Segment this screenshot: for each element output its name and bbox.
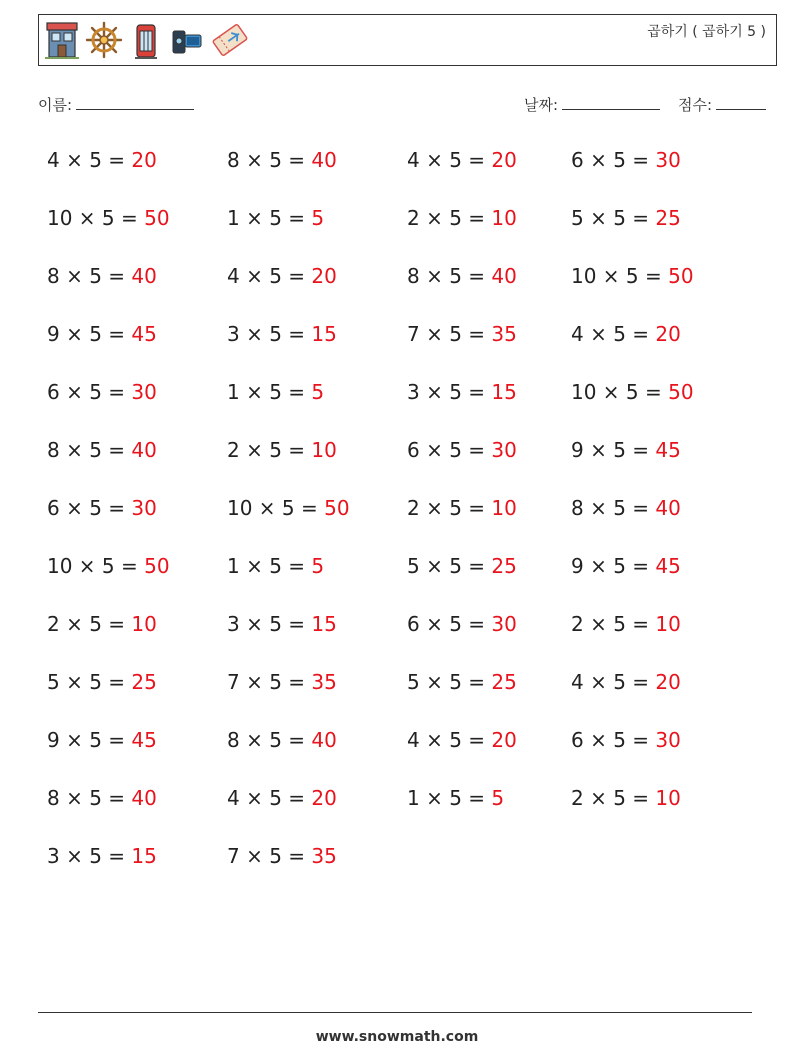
problem-answer: 40 [311, 148, 337, 172]
problem-item [227, 728, 337, 752]
problem-item [47, 496, 157, 520]
problem-question: 8 × 5 = [47, 438, 132, 462]
problem-question: 6 × 5 = [47, 380, 132, 404]
problem-item [227, 148, 337, 172]
problem-question: 8 × 5 = [571, 496, 656, 520]
problem-question: 8 × 5 = [227, 148, 312, 172]
problem-question: 2 × 5 = [571, 786, 656, 810]
problem-item [227, 322, 337, 346]
problem-question: 10 × 5 = [227, 496, 325, 520]
problem-answer: 10 [131, 612, 157, 636]
problem-item [407, 264, 517, 288]
problem-answer: 40 [131, 786, 157, 810]
problem-item [227, 670, 337, 694]
problem-question: 9 × 5 = [47, 728, 132, 752]
score-label: 점수: [678, 96, 713, 114]
problem-answer: 20 [491, 728, 517, 752]
problem-item [47, 728, 157, 752]
problem-question: 8 × 5 = [47, 264, 132, 288]
problem-item [407, 380, 517, 404]
problem-item [47, 844, 157, 868]
problem-question: 7 × 5 = [227, 844, 312, 868]
problem-item [47, 206, 170, 230]
problem-answer: 40 [491, 264, 517, 288]
problem-item [407, 206, 517, 230]
problem-question: 7 × 5 = [407, 322, 492, 346]
problem-question: 1 × 5 = [227, 206, 312, 230]
problem-answer: 10 [311, 438, 337, 462]
problem-answer: 10 [491, 496, 517, 520]
problem-question: 9 × 5 = [571, 554, 656, 578]
problem-item [227, 206, 324, 230]
problem-question: 3 × 5 = [47, 844, 132, 868]
problem-question: 2 × 5 = [227, 438, 312, 462]
date-label: 날짜: [524, 96, 559, 114]
problem-question: 6 × 5 = [571, 148, 656, 172]
problem-question: 2 × 5 = [407, 496, 492, 520]
problem-question: 5 × 5 = [47, 670, 132, 694]
problem-item [571, 322, 681, 346]
problem-question: 4 × 5 = [407, 148, 492, 172]
problem-item [571, 612, 681, 636]
problem-answer: 35 [311, 670, 337, 694]
problem-question: 10 × 5 = [47, 554, 145, 578]
problem-item [407, 496, 517, 520]
problem-question: 3 × 5 = [227, 612, 312, 636]
problem-question: 7 × 5 = [227, 670, 312, 694]
problem-question: 2 × 5 = [571, 612, 656, 636]
score-field [678, 94, 766, 115]
plane-ticket-icon [211, 19, 249, 61]
problem-question: 9 × 5 = [47, 322, 132, 346]
problem-item [227, 380, 324, 404]
problem-answer: 15 [311, 612, 337, 636]
problem-answer: 20 [655, 322, 681, 346]
problem-item [571, 438, 681, 462]
problem-question: 4 × 5 = [227, 786, 312, 810]
problem-answer: 15 [311, 322, 337, 346]
problem-item [571, 728, 681, 752]
problem-answer: 40 [311, 728, 337, 752]
problem-answer: 25 [491, 670, 517, 694]
name-blank[interactable] [76, 95, 194, 110]
problem-item [227, 554, 324, 578]
problem-item [47, 264, 157, 288]
problem-question: 6 × 5 = [571, 728, 656, 752]
problem-item [407, 612, 517, 636]
problem-question: 1 × 5 = [227, 554, 312, 578]
problem-question: 4 × 5 = [47, 148, 132, 172]
problem-item [227, 496, 350, 520]
worksheet-title: 곱하기 ( 곱하기 5 ) [647, 24, 766, 40]
problem-question: 1 × 5 = [227, 380, 312, 404]
problem-question: 6 × 5 = [407, 438, 492, 462]
problem-question: 10 × 5 = [571, 380, 669, 404]
problem-answer: 25 [131, 670, 157, 694]
problem-item [407, 148, 517, 172]
name-label: 이름: [38, 96, 73, 114]
problem-question: 4 × 5 = [227, 264, 312, 288]
problem-answer: 15 [491, 380, 517, 404]
problem-question: 8 × 5 = [227, 728, 312, 752]
problem-item [407, 438, 517, 462]
problem-item [571, 496, 681, 520]
problem-question: 5 × 5 = [407, 554, 492, 578]
problem-answer: 50 [668, 380, 694, 404]
problem-answer: 30 [655, 148, 681, 172]
problem-answer: 30 [491, 612, 517, 636]
problem-answer: 35 [491, 322, 517, 346]
shop-icon [43, 19, 81, 61]
problem-question: 10 × 5 = [571, 264, 669, 288]
problem-answer: 35 [311, 844, 337, 868]
problem-answer: 5 [311, 206, 325, 230]
date-field [524, 94, 660, 115]
problem-item [407, 322, 517, 346]
problem-item [227, 844, 337, 868]
problem-question: 6 × 5 = [47, 496, 132, 520]
problem-item [47, 670, 157, 694]
problem-item [571, 206, 681, 230]
problem-question: 8 × 5 = [407, 264, 492, 288]
problem-question: 8 × 5 = [47, 786, 132, 810]
name-field [38, 94, 194, 115]
problem-item [47, 612, 157, 636]
problem-item [227, 264, 337, 288]
problem-question: 3 × 5 = [227, 322, 312, 346]
problem-answer: 30 [131, 380, 157, 404]
problem-answer: 30 [655, 728, 681, 752]
problem-answer: 15 [131, 844, 157, 868]
problem-answer: 5 [311, 554, 325, 578]
problem-answer: 20 [311, 264, 337, 288]
problem-question: 5 × 5 = [571, 206, 656, 230]
problem-item [47, 148, 157, 172]
problem-item [47, 438, 157, 462]
problem-answer: 20 [655, 670, 681, 694]
problem-answer: 20 [491, 148, 517, 172]
problem-item [227, 438, 337, 462]
problem-item [571, 554, 681, 578]
date-blank[interactable] [562, 95, 660, 110]
problem-answer: 50 [668, 264, 694, 288]
problem-item [227, 786, 337, 810]
problem-answer: 5 [491, 786, 505, 810]
score-blank[interactable] [716, 95, 766, 110]
problem-answer: 25 [655, 206, 681, 230]
ship-wheel-icon [85, 19, 123, 61]
problem-answer: 25 [491, 554, 517, 578]
problem-question: 1 × 5 = [407, 786, 492, 810]
problem-answer: 20 [131, 148, 157, 172]
problem-question: 6 × 5 = [407, 612, 492, 636]
problem-item [571, 148, 681, 172]
problem-item [571, 670, 681, 694]
problem-question: 4 × 5 = [571, 670, 656, 694]
problem-question: 9 × 5 = [571, 438, 656, 462]
problem-item [47, 786, 157, 810]
problem-item [407, 728, 517, 752]
worksheet-header [38, 14, 777, 66]
problem-answer: 50 [144, 206, 170, 230]
problem-item [407, 786, 504, 810]
problem-answer: 50 [144, 554, 170, 578]
problem-answer: 40 [655, 496, 681, 520]
problem-answer: 45 [655, 554, 681, 578]
problem-item [47, 322, 157, 346]
problem-question: 4 × 5 = [407, 728, 492, 752]
problem-answer: 30 [491, 438, 517, 462]
footer-divider [38, 1012, 752, 1013]
problem-item [571, 380, 694, 404]
problem-question: 2 × 5 = [407, 206, 492, 230]
problem-answer: 40 [131, 438, 157, 462]
problem-answer: 45 [655, 438, 681, 462]
problem-question: 3 × 5 = [407, 380, 492, 404]
problem-answer: 20 [311, 786, 337, 810]
camcorder-icon [169, 19, 207, 61]
problem-question: 2 × 5 = [47, 612, 132, 636]
problem-answer: 50 [324, 496, 350, 520]
problem-answer: 10 [491, 206, 517, 230]
problem-answer: 10 [655, 786, 681, 810]
problem-answer: 45 [131, 322, 157, 346]
problem-answer: 40 [131, 264, 157, 288]
problem-answer: 30 [131, 496, 157, 520]
problem-answer: 45 [131, 728, 157, 752]
phone-booth-icon [127, 19, 165, 61]
problem-answer: 5 [311, 380, 325, 404]
problem-item [227, 612, 337, 636]
problem-question: 4 × 5 = [571, 322, 656, 346]
problem-question: 5 × 5 = [407, 670, 492, 694]
problem-question: 10 × 5 = [47, 206, 145, 230]
problem-answer: 10 [655, 612, 681, 636]
problem-item [407, 670, 517, 694]
header-icons [43, 19, 249, 61]
problem-item [47, 380, 157, 404]
problem-item [47, 554, 170, 578]
problem-item [571, 786, 681, 810]
footer-url: www.snowmath.com [315, 1029, 479, 1045]
problem-item [571, 264, 694, 288]
problem-item [407, 554, 517, 578]
